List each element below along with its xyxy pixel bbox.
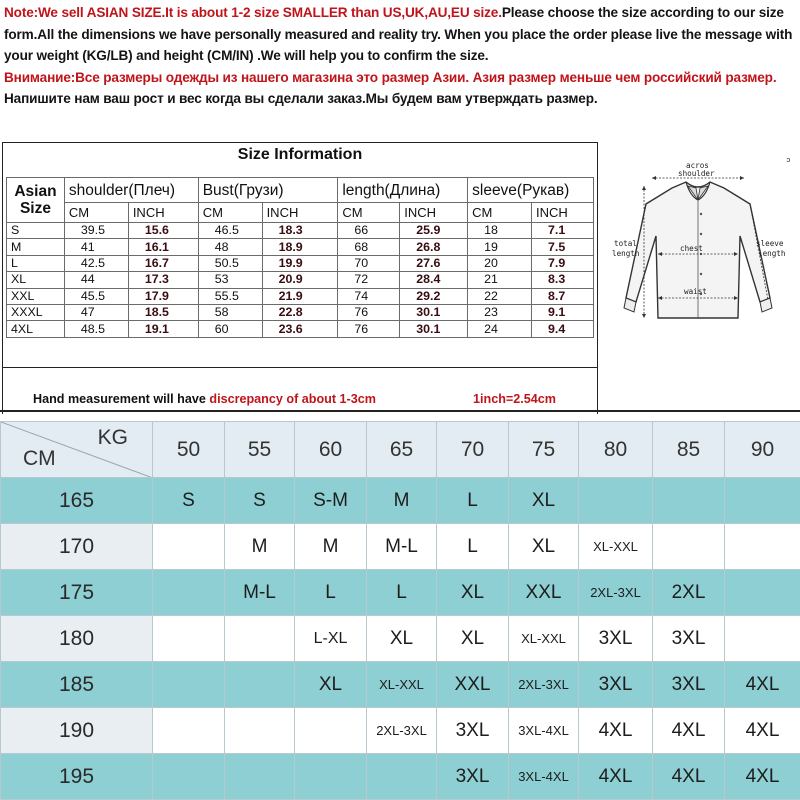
- inch-value: 18.3: [262, 223, 338, 239]
- label-waist: waist: [684, 287, 707, 296]
- recommended-size-cell: XL-XXL: [367, 662, 437, 708]
- cm-value: 58: [198, 304, 262, 320]
- inch-value: 30.1: [400, 321, 468, 337]
- height-row: [1, 570, 800, 616]
- size-row: [7, 272, 594, 288]
- recommended-size-cell: M-L: [367, 524, 437, 570]
- notice-warning-ru: Внимание:Все размеры одежды из нашего магазина это размер Азии. Азия размер меньше чем российский размер.: [4, 69, 777, 85]
- unit-cm: CM: [198, 203, 262, 223]
- recommended-size-cell: [295, 708, 367, 754]
- inch-value: 8.7: [532, 288, 594, 304]
- inch-value: 30.1: [400, 304, 468, 320]
- cm-value: 70: [338, 255, 400, 271]
- weight-header: 60: [295, 422, 367, 478]
- measurement-note-row: [2, 368, 598, 414]
- recommended-size-cell: 4XL: [653, 754, 725, 800]
- recommended-size-cell: XL: [437, 570, 509, 616]
- size-label: S: [7, 223, 65, 239]
- inch-value: 29.2: [400, 288, 468, 304]
- corner-cell: [1, 422, 153, 478]
- label-across: acros: [686, 161, 709, 170]
- inch-value: 27.6: [400, 255, 468, 271]
- recommended-size-cell: S-M: [295, 478, 367, 524]
- label-shoulder: shoulder: [678, 169, 715, 178]
- shirt-diagram-svg: [600, 148, 796, 360]
- height-row: [1, 478, 800, 524]
- recommended-size-cell: [653, 478, 725, 524]
- cm-value: 41: [64, 239, 128, 255]
- inch-value: 9.4: [532, 321, 594, 337]
- recommended-size-cell: L-XL: [295, 616, 367, 662]
- height-label: 170: [1, 524, 153, 570]
- recommended-size-cell: S: [153, 478, 225, 524]
- recommended-size-cell: M: [367, 478, 437, 524]
- bust-header: Bust(Грузи): [198, 178, 338, 203]
- cm-value: 39.5: [64, 223, 128, 239]
- unit-inch: INCH: [400, 203, 468, 223]
- recommended-size-cell: L: [367, 570, 437, 616]
- size-row: [7, 239, 594, 255]
- size-label: XXXL: [7, 304, 65, 320]
- size-information-table: [6, 177, 594, 338]
- unit-inch: INCH: [128, 203, 198, 223]
- recommended-size-cell: 3XL-4XL: [509, 754, 579, 800]
- inch-value: 7.9: [532, 255, 594, 271]
- recommended-size-cell: M-L: [225, 570, 295, 616]
- height-label: 175: [1, 570, 153, 616]
- size-label: XXL: [7, 288, 65, 304]
- recommended-size-cell: 3XL: [437, 754, 509, 800]
- sleeve-header: sleeve(Рукав): [468, 178, 594, 203]
- recommended-size-cell: XL-XXL: [579, 524, 653, 570]
- recommended-size-cell: [153, 524, 225, 570]
- recommended-size-cell: [225, 662, 295, 708]
- label-total: total: [614, 239, 637, 248]
- cm-value: 50.5: [198, 255, 262, 271]
- cm-value: 72: [338, 272, 400, 288]
- inch-conversion-note: 1inch=2.54cm: [473, 392, 556, 406]
- recommended-size-cell: [225, 616, 295, 662]
- inch-value: 26.8: [400, 239, 468, 255]
- cm-value: 66: [338, 223, 400, 239]
- inch-value: 23.6: [262, 321, 338, 337]
- inch-value: 22.8: [262, 304, 338, 320]
- notice-warning-en: Note:We sell ASIAN SIZE.It is about 1-2 size SMALLER than US,UK,AU,EU size.: [4, 5, 502, 20]
- size-row: [7, 304, 594, 320]
- height-label: 180: [1, 616, 153, 662]
- recommended-size-cell: 3XL: [437, 708, 509, 754]
- cm-value: 42.5: [64, 255, 128, 271]
- cm-value: 76: [338, 321, 400, 337]
- section-divider: [0, 410, 800, 412]
- cm-value: 48.5: [64, 321, 128, 337]
- cm-value: 45.5: [64, 288, 128, 304]
- cm-value: 47: [64, 304, 128, 320]
- cm-value: 44: [64, 272, 128, 288]
- notice-instructions-en: Please choose the size according to our size form.All the dimensions we have personally measured and reality try. When you place the order please live the message with your weight (KG/LB) and height (CM/IN) .We will help you to confirm the size.: [4, 5, 793, 64]
- recommended-size-cell: [225, 708, 295, 754]
- height-row: [1, 524, 800, 570]
- asian-size-header: Asian Size: [7, 178, 65, 223]
- recommended-size-cell: 4XL: [579, 708, 653, 754]
- shirt-measurement-diagram: [600, 148, 796, 360]
- inch-value: 9.1: [532, 304, 594, 320]
- inch-value: 18.9: [262, 239, 338, 255]
- recommended-size-cell: [153, 754, 225, 800]
- inch-value: 8.3: [532, 272, 594, 288]
- height-row: [1, 662, 800, 708]
- recommended-size-cell: L: [437, 478, 509, 524]
- weight-header: 50: [153, 422, 225, 478]
- recommended-size-cell: 2XL-3XL: [509, 662, 579, 708]
- cm-value: 76: [338, 304, 400, 320]
- inch-value: 25.9: [400, 223, 468, 239]
- recommended-size-cell: [295, 754, 367, 800]
- cm-value: 19: [468, 239, 532, 255]
- inch-value: 16.7: [128, 255, 198, 271]
- recommended-size-cell: M: [225, 524, 295, 570]
- label-sleeve: sleeve: [756, 239, 784, 248]
- inch-value: 16.1: [128, 239, 198, 255]
- label-sleeve-length: length: [758, 249, 786, 258]
- recommended-size-cell: 2XL: [653, 570, 725, 616]
- inch-value: 20.9: [262, 272, 338, 288]
- recommended-size-cell: XL: [509, 478, 579, 524]
- size-notice: [4, 2, 796, 138]
- inch-value: 15.6: [128, 223, 198, 239]
- unit-inch: INCH: [532, 203, 594, 223]
- recommended-size-cell: [725, 570, 800, 616]
- inch-value: 21.9: [262, 288, 338, 304]
- cm-value: 21: [468, 272, 532, 288]
- cm-value: 24: [468, 321, 532, 337]
- size-label: 4XL: [7, 321, 65, 337]
- weight-header: 90: [725, 422, 800, 478]
- recommended-size-cell: 4XL: [579, 754, 653, 800]
- label-chest: chest: [680, 244, 703, 253]
- recommended-size-cell: [579, 478, 653, 524]
- recommended-size-cell: XXL: [509, 570, 579, 616]
- size-row: [7, 288, 594, 304]
- height-label: 165: [1, 478, 153, 524]
- unit-cm: CM: [64, 203, 128, 223]
- cm-value: 55.5: [198, 288, 262, 304]
- height-row: [1, 754, 800, 800]
- cm-value: 74: [338, 288, 400, 304]
- inch-value: 19.1: [128, 321, 198, 337]
- cm-value: 48: [198, 239, 262, 255]
- inch-value: 17.9: [128, 288, 198, 304]
- recommended-size-cell: XXL: [437, 662, 509, 708]
- height-label: 190: [1, 708, 153, 754]
- cm-value: 22: [468, 288, 532, 304]
- recommended-size-cell: [725, 478, 800, 524]
- recommended-size-cell: 3XL-4XL: [509, 708, 579, 754]
- cm-value: 18: [468, 223, 532, 239]
- recommended-size-cell: XL: [295, 662, 367, 708]
- size-label: L: [7, 255, 65, 271]
- weight-header: 70: [437, 422, 509, 478]
- recommended-size-cell: XL: [367, 616, 437, 662]
- svg-text:ↄ: ↄ: [786, 155, 791, 164]
- weight-height-table: [0, 421, 800, 800]
- size-information-title: Size Information: [237, 146, 363, 163]
- inch-value: 7.5: [532, 239, 594, 255]
- weight-header: 85: [653, 422, 725, 478]
- unit-cm: CM: [338, 203, 400, 223]
- inch-value: 18.5: [128, 304, 198, 320]
- cm-value: 60: [198, 321, 262, 337]
- recommended-size-cell: 3XL: [653, 616, 725, 662]
- recommended-size-cell: [367, 754, 437, 800]
- label-total-length: length: [612, 249, 640, 258]
- height-axis-label: CM: [23, 447, 56, 470]
- inch-value: 19.9: [262, 255, 338, 271]
- notice-instructions-ru: Напишите нам ваш рост и вес когда вы сделали заказ.Мы будем вам утверждать размер.: [4, 91, 598, 107]
- recommended-size-cell: [653, 524, 725, 570]
- recommended-size-cell: 3XL: [579, 662, 653, 708]
- cm-value: 20: [468, 255, 532, 271]
- recommended-size-cell: 4XL: [725, 754, 800, 800]
- weight-header: 75: [509, 422, 579, 478]
- size-label: M: [7, 239, 65, 255]
- recommended-size-cell: XL: [509, 524, 579, 570]
- inch-value: 7.1: [532, 223, 594, 239]
- recommended-size-cell: [725, 616, 800, 662]
- cm-value: 46.5: [198, 223, 262, 239]
- recommended-size-cell: 4XL: [725, 708, 800, 754]
- weight-header: 55: [225, 422, 295, 478]
- weight-axis-label: KG: [97, 426, 128, 449]
- shoulder-header: shoulder(Плеч): [64, 178, 198, 203]
- weight-header: 80: [579, 422, 653, 478]
- recommended-size-cell: L: [437, 524, 509, 570]
- recommended-size-cell: S: [225, 478, 295, 524]
- recommended-size-cell: [153, 570, 225, 616]
- recommended-size-cell: 3XL: [579, 616, 653, 662]
- height-row: [1, 708, 800, 754]
- height-label: 185: [1, 662, 153, 708]
- weight-header: 65: [367, 422, 437, 478]
- height-label: 195: [1, 754, 153, 800]
- size-row: [7, 321, 594, 337]
- recommended-size-cell: 4XL: [725, 662, 800, 708]
- cm-value: 23: [468, 304, 532, 320]
- recommended-size-cell: M: [295, 524, 367, 570]
- recommended-size-cell: 4XL: [653, 708, 725, 754]
- size-row: [7, 223, 594, 239]
- recommended-size-cell: [153, 662, 225, 708]
- height-row: [1, 616, 800, 662]
- recommended-size-cell: [225, 754, 295, 800]
- recommended-size-cell: [153, 708, 225, 754]
- cm-value: 68: [338, 239, 400, 255]
- recommended-size-cell: XL-XXL: [509, 616, 579, 662]
- inch-value: 28.4: [400, 272, 468, 288]
- recommended-size-cell: [725, 524, 800, 570]
- recommended-size-cell: [153, 616, 225, 662]
- size-information-section: [0, 142, 800, 422]
- recommended-size-cell: XL: [437, 616, 509, 662]
- recommended-size-cell: 2XL-3XL: [579, 570, 653, 616]
- inch-value: 17.3: [128, 272, 198, 288]
- size-row: [7, 255, 594, 271]
- recommended-size-cell: L: [295, 570, 367, 616]
- weight-height-chart: [0, 421, 800, 800]
- cm-value: 53: [198, 272, 262, 288]
- length-header: length(Длина): [338, 178, 468, 203]
- size-label: XL: [7, 272, 65, 288]
- unit-inch: INCH: [262, 203, 338, 223]
- hand-measurement-note: Hand measurement will have discrepancy of about 1-3cm: [33, 392, 376, 406]
- recommended-size-cell: 2XL-3XL: [367, 708, 437, 754]
- recommended-size-cell: 3XL: [653, 662, 725, 708]
- unit-cm: CM: [468, 203, 532, 223]
